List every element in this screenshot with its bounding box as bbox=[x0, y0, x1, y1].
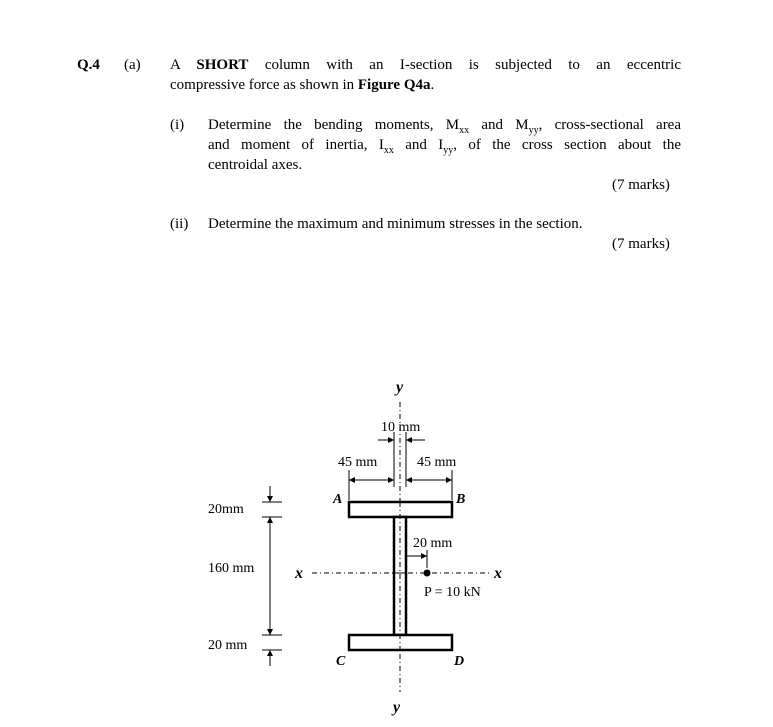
web-height-dim-label: 160 mm bbox=[208, 561, 255, 576]
corner-d-label: D bbox=[454, 654, 465, 669]
axis-y-bottom-label: y bbox=[393, 699, 401, 716]
axis-x-left-label: x bbox=[295, 565, 303, 582]
sub-question-i-line-2: and moment of inertia, $I_{xx}$ and $I_{yy}$, of the cross section about the bbox=[208, 137, 681, 156]
sub-question-i-line-3: centroidal axes. bbox=[208, 157, 303, 173]
sub-question-ii-label: (ii) bbox=[170, 216, 189, 232]
sub-question-ii-text: Determine the maximum and minimum stresses in the section. bbox=[208, 216, 583, 232]
corner-b-label: B bbox=[456, 492, 466, 507]
sub-question-i-marks: (7 marks) bbox=[612, 177, 670, 193]
axis-y-top-label: y bbox=[396, 379, 404, 396]
load-label: P = 10 kN bbox=[424, 585, 481, 600]
axis-x-right-label: x bbox=[494, 565, 502, 582]
eccentricity-label: 20 mm bbox=[413, 536, 453, 551]
bottom-flange-dim-label: 20 mm bbox=[208, 638, 248, 653]
web-dim-label: 10 mm bbox=[381, 420, 421, 435]
intro-line-2: compressive force as shown in Figure Q4a. bbox=[170, 77, 435, 93]
corner-a-label: A bbox=[333, 492, 343, 507]
corner-c-label: C bbox=[336, 654, 346, 669]
sub-question-i-line-1: Determine the bending moments, $M_{xx}$ and $M_{yy}$, cross-sectional area bbox=[208, 117, 682, 136]
question-number: Q.4 bbox=[77, 57, 100, 73]
left-flange-dim-label: 45 mm bbox=[338, 455, 378, 470]
sub-question-i-label: (i) bbox=[170, 117, 185, 133]
right-flange-dim-label: 45 mm bbox=[417, 455, 457, 470]
intro-line-1: A SHORT column with an I-section is subjected to an eccentric bbox=[170, 57, 681, 73]
figure-reference: Figure Q4a bbox=[357, 77, 431, 93]
question-part: (a) bbox=[124, 57, 141, 73]
sub-question-ii-marks: (7 marks) bbox=[612, 236, 670, 252]
top-flange-dim-label: 20mm bbox=[208, 502, 244, 517]
load-point bbox=[424, 570, 431, 577]
